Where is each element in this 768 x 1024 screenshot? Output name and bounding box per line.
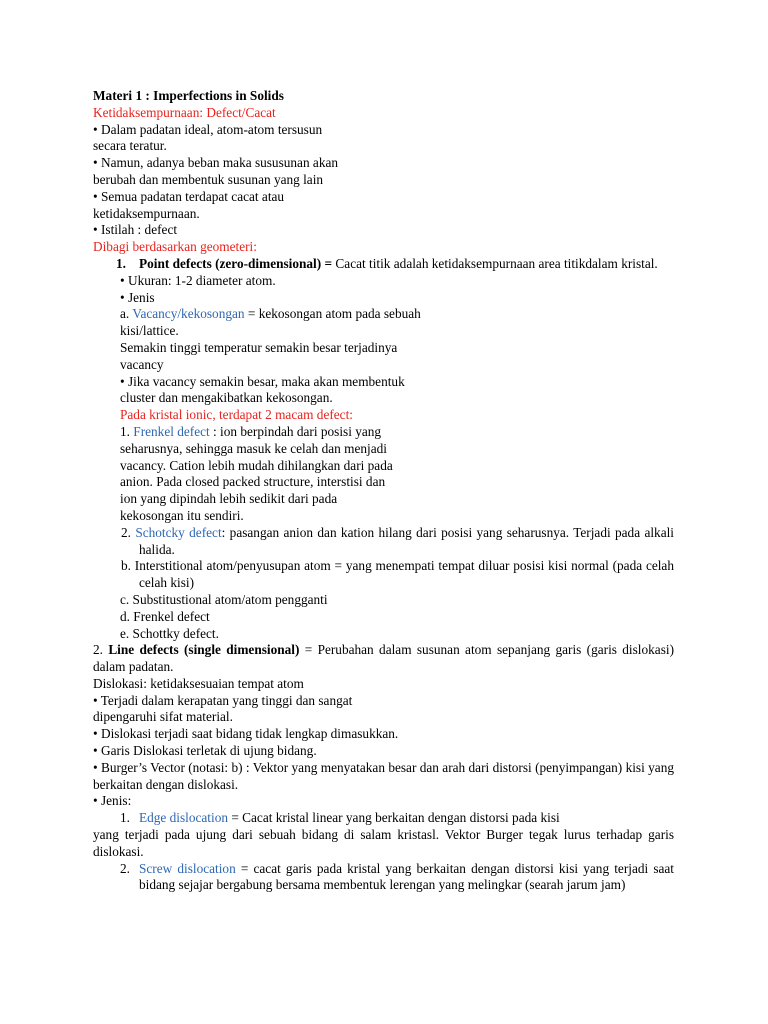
line-defects-text: = Perubahan dalam susunan atom sepanjang garis (garis dislokasi) dalam padatan.	[93, 642, 674, 675]
text-line: • Dislokasi terjadi saat bidang tidak lengkap dimasukkan.	[93, 726, 399, 742]
screw-dislocation-paragraph	[93, 861, 674, 895]
list-number: 1.	[120, 810, 130, 826]
frenkel-line	[120, 424, 674, 441]
list-number: 2.	[120, 860, 130, 876]
text-line: • Ukuran: 1-2 diameter atom.	[120, 272, 276, 288]
text-line: • Dalam padatan ideal, atom-atom tersusun	[93, 121, 323, 137]
burger-vector-paragraph: • Burger’s Vector (notasi: b) : Vektor yang menyatakan besar dan arah dari distorsi (penyimpangan) kisi yang berkaitan dengan dislokasi.	[93, 759, 674, 792]
document-page	[93, 88, 674, 894]
text-line: Semakin tinggi temperatur semakin besar terjadinya	[120, 339, 398, 355]
frenkel-text: : ion berpindah dari posisi yang	[209, 423, 382, 439]
text-line: seharusnya, sehingga masuk ke celah dan menjadi	[120, 440, 387, 456]
text-line: e. Schottky defect.	[120, 625, 219, 641]
text-line: vacancy	[120, 356, 164, 372]
schottky-text: : pasangan anion dan kation hilang dari posisi yang seharusnya. Terjadi pada alkali halida.	[139, 524, 674, 557]
list-number: 1.	[120, 423, 134, 439]
point-defects-paragraph	[93, 256, 674, 273]
text-line: • Jenis:	[93, 793, 132, 809]
text-line: vacancy. Cation lebih mudah dihilangkan dari pada	[120, 457, 393, 473]
point-defects-label: Point defects (zero-dimensional) =	[139, 255, 333, 271]
text-line: • Garis Dislokasi terletak di ujung bidang.	[93, 743, 317, 759]
edge-dislocation-term: Edge dislocation	[139, 810, 228, 826]
text-line: ketidaksempurnaan.	[93, 205, 200, 221]
list-number: 1.	[116, 255, 126, 271]
text-line: • Istilah : defect	[93, 222, 178, 238]
screw-dislocation-term: Screw dislocation	[139, 860, 236, 876]
text-line: berubah dan membentuk susunan yang lain	[93, 171, 324, 187]
text-line: c. Substitustional atom/atom pengganti	[120, 591, 328, 607]
ionic-heading: Pada kristal ionic, terdapat 2 macam defect:	[120, 407, 353, 423]
text-line: • Jika vacancy semakin besar, maka akan membentuk	[120, 373, 405, 389]
text-line: d. Frenkel defect	[120, 608, 210, 624]
frenkel-term: Frenkel defect	[133, 423, 210, 439]
heading-defect: Ketidaksempurnaan: Defect/Cacat	[93, 104, 276, 120]
text-line: • Semua padatan terdapat cacat atau	[93, 188, 285, 204]
schottky-term: Schotcky defect	[135, 524, 222, 540]
edge-dislocation-text: = Cacat kristal linear yang berkaitan dengan distorsi pada kisi	[228, 810, 560, 826]
line-defects-label: Line defects (single dimensional)	[108, 642, 300, 658]
screw-dislocation-text: = cacat garis pada kristal yang berkaitan dengan distorsi kisi yang terjadi saat bidang sejajar bergabung bersama membentuk lerengan yang melingkar (searah jarum jam)	[139, 860, 674, 893]
line-defects-paragraph	[93, 642, 674, 676]
edge-dislocation-line	[120, 810, 674, 827]
schottky-paragraph	[93, 525, 674, 559]
vacancy-text: = kekosongan atom pada sebuah	[244, 306, 421, 322]
vacancy-line	[120, 306, 674, 323]
document-title: Materi 1 : Imperfections in Solids	[93, 88, 284, 103]
list-number: 2.	[93, 642, 109, 658]
interstitial-paragraph: b. Interstitional atom/penyusupan atom = yang menempati tempat diluar posisi kisi normal (pada celah celah kisi)	[121, 558, 674, 591]
edge-dislocation-continuation: yang terjadi pada ujung dari sebuah bidang di salam kristasl. Vektor Burger tegak lurus terhadap garis dislokasi.	[93, 827, 674, 859]
text-line: dipengaruhi sifat material.	[93, 709, 233, 725]
text-line: ion yang dipindah lebih sedikit dari pada	[120, 491, 338, 507]
text-line: secara teratur.	[93, 138, 167, 154]
point-defects-text: Cacat titik adalah ketidaksempurnaan area titikdalam kristal.	[335, 255, 658, 271]
text-line: • Terjadi dalam kerapatan yang tinggi dan sangat	[93, 692, 353, 708]
list-number: 2.	[121, 524, 136, 540]
text-line: • Jenis	[120, 289, 155, 305]
text-line: kekosongan itu sendiri.	[120, 507, 244, 523]
text-line: anion. Pada closed packed structure, interstisi dan	[120, 474, 386, 490]
text-line: cluster dan mengakibatkan kekosongan.	[120, 390, 333, 406]
heading-geometry: Dibagi berdasarkan geometeri:	[93, 239, 257, 255]
vacancy-term: Vacancy/kekosongan	[132, 306, 245, 322]
text-line: Dislokasi: ketidaksesuaian tempat atom	[93, 675, 304, 691]
text-line: • Namun, adanya beban maka sususunan akan	[93, 155, 339, 171]
text-line: kisi/lattice.	[120, 323, 179, 339]
list-letter: a.	[120, 306, 133, 322]
